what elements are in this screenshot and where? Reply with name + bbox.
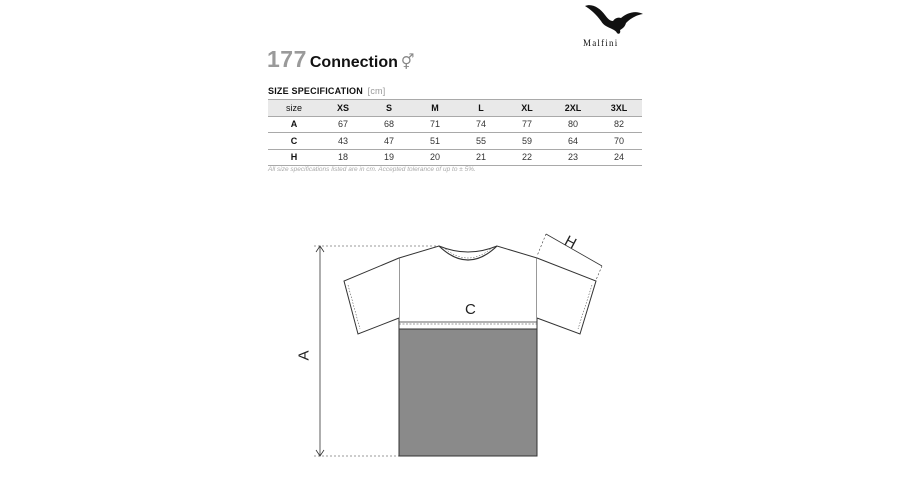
size-header-cell: XL bbox=[504, 100, 550, 117]
table-cell: 68 bbox=[366, 116, 412, 133]
table-cell: 59 bbox=[504, 133, 550, 150]
table-cell: 22 bbox=[504, 149, 550, 166]
eagle-icon bbox=[584, 2, 644, 36]
dimension-c-label: C bbox=[465, 301, 476, 318]
table-cell: 77 bbox=[504, 116, 550, 133]
size-header-label: size bbox=[268, 100, 320, 117]
brand-logo bbox=[576, 2, 650, 48]
tshirt-outline bbox=[296, 226, 616, 462]
size-header-cell: 3XL bbox=[596, 100, 642, 117]
table-row bbox=[268, 133, 642, 150]
dimension-h-label: H bbox=[561, 232, 580, 253]
table-cell: 43 bbox=[320, 133, 366, 150]
size-header-cell: M bbox=[412, 100, 458, 117]
table-cell: 51 bbox=[412, 133, 458, 150]
table-cell: 21 bbox=[458, 149, 504, 166]
brand-name: Malfini bbox=[583, 38, 619, 48]
table-cell: 47 bbox=[366, 133, 412, 150]
size-header-cell: XS bbox=[320, 100, 366, 117]
size-spec-title bbox=[268, 86, 385, 96]
size-spec-unit: [cm] bbox=[367, 86, 386, 96]
size-header-cell: L bbox=[458, 100, 504, 117]
table-cell: 55 bbox=[458, 133, 504, 150]
row-label: C bbox=[268, 133, 320, 150]
table-cell: 23 bbox=[550, 149, 596, 166]
tolerance-footnote: All size specifications listed are in cm. Accepted tolerance of up to ± 5%. bbox=[268, 166, 476, 173]
table-row bbox=[268, 116, 642, 133]
lower-body-panel bbox=[399, 329, 537, 456]
table-cell: 67 bbox=[320, 116, 366, 133]
table-cell: 82 bbox=[596, 116, 642, 133]
row-label: A bbox=[268, 116, 320, 133]
size-header-cell: 2XL bbox=[550, 100, 596, 117]
right-sleeve bbox=[537, 258, 596, 334]
table-row bbox=[268, 149, 642, 166]
size-spec-label: SIZE SPECIFICATION bbox=[268, 86, 363, 96]
table-cell: 24 bbox=[596, 149, 642, 166]
row-label: H bbox=[268, 149, 320, 166]
table-cell: 20 bbox=[412, 149, 458, 166]
tshirt-measurement-diagram bbox=[296, 226, 616, 462]
table-cell: 19 bbox=[366, 149, 412, 166]
product-heading bbox=[267, 48, 414, 71]
table-cell: 71 bbox=[412, 116, 458, 133]
unisex-icon: ⚥ bbox=[400, 53, 415, 71]
dimension-a-label: A bbox=[295, 350, 313, 361]
left-sleeve bbox=[344, 258, 399, 334]
size-header-cell: S bbox=[366, 100, 412, 117]
size-header-row bbox=[268, 100, 642, 117]
table-cell: 64 bbox=[550, 133, 596, 150]
model-number: 177 bbox=[267, 46, 307, 72]
table-cell: 18 bbox=[320, 149, 366, 166]
table-cell: 70 bbox=[596, 133, 642, 150]
table-cell: 80 bbox=[550, 116, 596, 133]
size-table bbox=[268, 99, 642, 166]
table-cell: 74 bbox=[458, 116, 504, 133]
model-name: Connection bbox=[309, 54, 398, 71]
